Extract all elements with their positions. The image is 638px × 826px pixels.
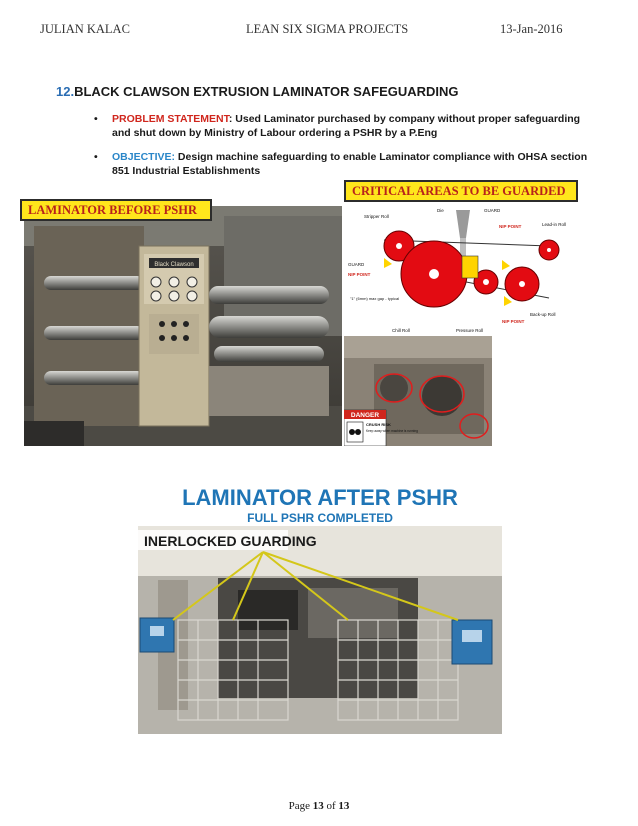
header-date: 13-Jan-2016	[500, 22, 563, 36]
diagram-pressure-roll: Pressure Roll	[456, 328, 484, 333]
critical-areas-label: CRITICAL AREAS TO BE GUARDED	[344, 180, 578, 202]
bullet-dot: •	[94, 151, 98, 163]
section-heading	[56, 84, 459, 99]
problem-text-1: : Used Laminator purchased by company without proper safeguarding	[228, 113, 581, 125]
section-title: BLACK CLAWSON EXTRUSION LAMINATOR SAFEGUARDING	[74, 84, 459, 99]
footer-prefix: Page	[288, 800, 313, 812]
page-footer	[0, 800, 638, 812]
bullet-objective	[94, 150, 594, 178]
diagram-backup-roll: Back-up Roll	[530, 312, 556, 317]
after-subtitle: FULL PSHR COMPLETED	[247, 511, 393, 525]
laminator-before-photo	[24, 206, 342, 446]
diagram-nip-top: NIP POINT	[499, 224, 522, 229]
interlocked-guarding-label: INERLOCKED GUARDING	[144, 533, 317, 549]
objective-text-2: 851 Industrial Establishments	[112, 165, 261, 177]
objective-text-1: Design machine safeguarding to enable Laminator compliance with OHSA section	[175, 151, 588, 163]
section-number: 12.	[56, 84, 75, 99]
diagram-gap: "1" (6mm) max gap - typical	[350, 296, 400, 301]
bullet-problem	[94, 112, 594, 140]
header-author: JULIAN KALAC	[40, 22, 130, 36]
before-pshr-label: LAMINATOR BEFORE PSHR	[20, 199, 212, 221]
objective-label: OBJECTIVE:	[112, 151, 176, 163]
header-title: LEAN SIX SIGMA PROJECTS	[246, 22, 409, 36]
danger-sign-hazard: CRUSH RISK	[366, 422, 391, 427]
problem-label: PROBLEM STATEMENT	[112, 113, 229, 125]
diagram-die: Die	[437, 208, 444, 213]
footer-page-number: 13	[312, 800, 324, 812]
danger-sign-title: DANGER	[350, 412, 380, 419]
problem-text-2: and shut down by Ministry of Labour ordering a PSHR by a P.Eng	[112, 127, 438, 139]
after-title: LAMINATOR AFTER PSHR	[182, 485, 458, 510]
bullet-dot: •	[94, 113, 98, 125]
danger-sign-message: Keep away when machine is running	[366, 429, 418, 433]
diagram-lead-in: Lead-in Roll	[542, 222, 567, 227]
diagram-guard-top: GUARD	[484, 208, 501, 213]
footer-of: of	[323, 800, 339, 812]
footer-page-total: 13	[338, 800, 350, 812]
black-clawson-plate: Black Clawson	[154, 262, 194, 268]
nip-point-closeup-photo	[344, 336, 492, 446]
critical-areas-diagram	[344, 198, 570, 338]
diagram-nip-bottom: NIP POINT	[502, 319, 525, 324]
diagram-guard-left: GUARD	[348, 262, 365, 267]
laminator-after-photo	[138, 470, 502, 734]
diagram-chill-roll: Chill Roll	[392, 328, 410, 333]
diagram-nip-left: NIP POINT	[348, 272, 371, 277]
diagram-stripper-roll: Stripper Roll	[364, 214, 389, 219]
